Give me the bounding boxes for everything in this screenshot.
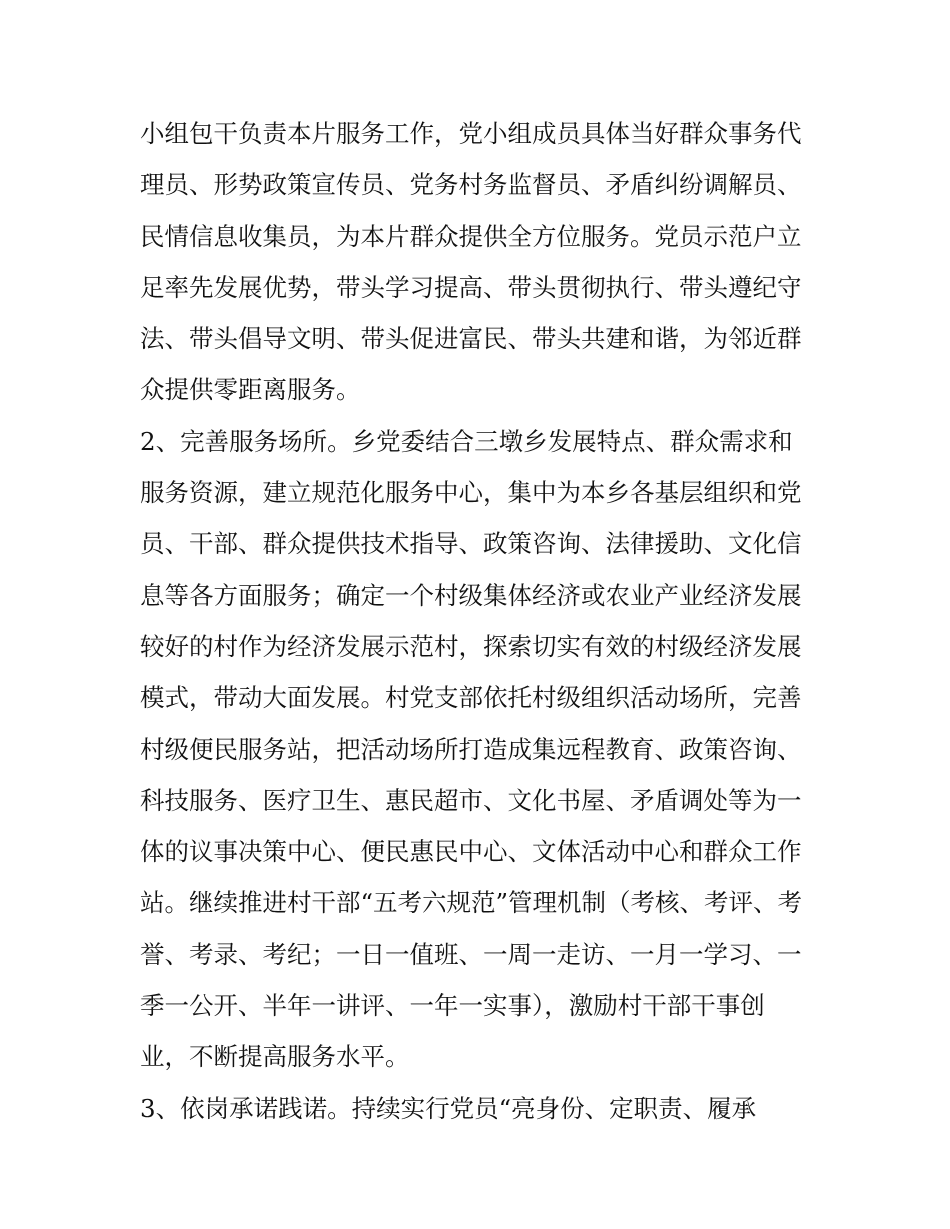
text-line: 誉、考录、考纪；一日一值班、一周一走访、一月一学习、一 [140, 939, 802, 969]
text-line: 模式，带动大面发展。村党支部依托村级组织活动场所，完善 [140, 683, 802, 713]
text-line: 服务资源，建立规范化服务中心，集中为本乡各基层组织和党 [140, 478, 802, 508]
text-line: 民情信息收集员，为本片群众提供全方位服务。党员示范户立 [140, 221, 802, 251]
text-line: 业，不断提高服务水平。 [140, 1042, 410, 1072]
text-line: 理员、形势政策宣传员、党务村务监督员、矛盾纠纷调解员、 [140, 170, 802, 200]
text-line: 息等各方面服务；确定一个村级集体经济或农业产业经济发展 [140, 580, 802, 610]
section-heading-line: 2、完善服务场所。乡党委结合三墩乡发展特点、群众需求和 [140, 426, 793, 456]
document-body [140, 108, 820, 1134]
text-line: 较好的村作为经济发展示范村，探索切实有效的村级经济发展 [140, 631, 802, 661]
text-line: 法、带头倡导文明、带头促进富民、带头共建和谐，为邻近群 [140, 324, 802, 354]
text-line: 站。继续推进村干部“五考六规范”管理机制（考核、考评、考 [140, 888, 803, 918]
text-line: 村级便民服务站，把活动场所打造成集远程教育、政策咨询、 [140, 734, 802, 764]
text-line: 足率先发展优势，带头学习提高、带头贯彻执行、带头遵纪守 [140, 272, 802, 302]
text-line: 体的议事决策中心、便民惠民中心、文体活动中心和群众工作 [140, 837, 802, 867]
text-line: 季一公开、半年一讲评、一年一实事），激励村干部干事创 [140, 991, 765, 1021]
text-line: 众提供零距离服务。 [140, 375, 361, 405]
text-line: 员、干部、群众提供技术指导、政策咨询、法律援助、文化信 [140, 529, 802, 559]
text-line: 小组包干负责本片服务工作，党小组成员具体当好群众事务代 [140, 119, 802, 148]
section-heading-line: 3、依岗承诺践诺。持续实行党员“亮身份、定职责、履承 [140, 1093, 757, 1123]
text-line: 科技服务、医疗卫生、惠民超市、文化书屋、矛盾调处等为一 [140, 785, 802, 815]
